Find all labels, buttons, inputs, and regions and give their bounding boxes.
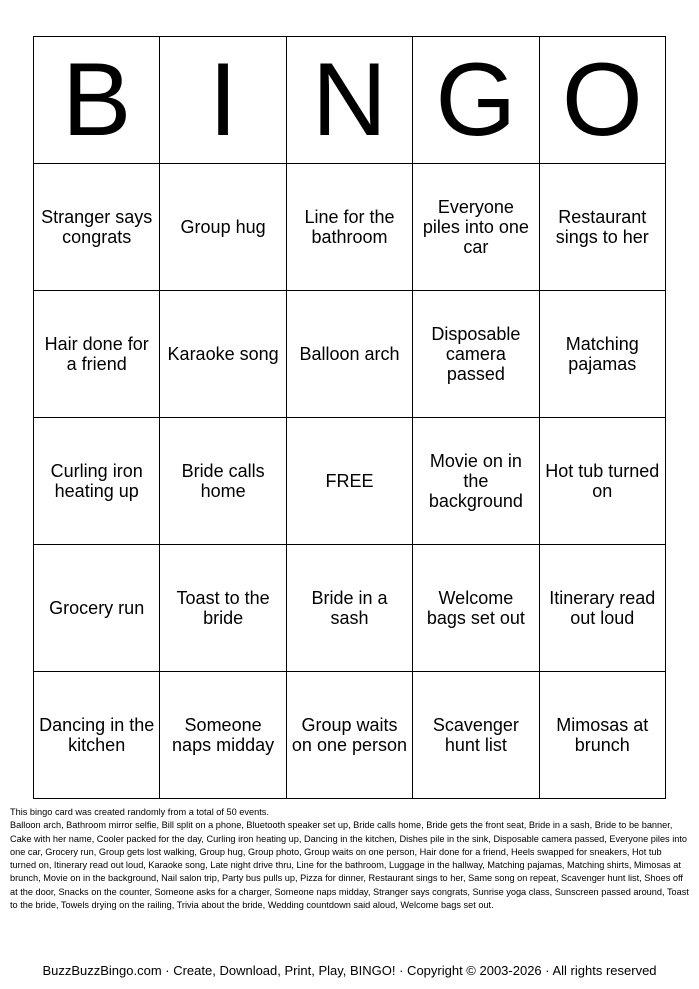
bingo-cell: Balloon arch [286, 291, 412, 418]
header-letter-g: G [413, 37, 539, 164]
bingo-cell: Curling iron heating up [34, 418, 160, 545]
header-letter-o: O [539, 37, 665, 164]
bingo-header-row [34, 37, 666, 164]
bingo-cell: Restaurant sings to her [539, 164, 665, 291]
bingo-cell: Group hug [160, 164, 286, 291]
bingo-row-2 [34, 291, 666, 418]
bingo-cell: Itinerary read out loud [539, 545, 665, 672]
bingo-row-3 [34, 418, 666, 545]
header-letter-i: I [160, 37, 286, 164]
free-space-cell: FREE [286, 418, 412, 545]
bingo-cell: Matching pajamas [539, 291, 665, 418]
bingo-cell: Grocery run [34, 545, 160, 672]
bingo-cell: Stranger says congrats [34, 164, 160, 291]
bingo-cell: Movie on in the background [413, 418, 539, 545]
bingo-cell: Mimosas at brunch [539, 672, 665, 799]
header-letter-n: N [286, 37, 412, 164]
bingo-cell: Line for the bathroom [286, 164, 412, 291]
event-count-text: This bingo card was created randomly from a total of 50 events. [10, 807, 269, 817]
bingo-cell: Someone naps midday [160, 672, 286, 799]
bingo-cell: Everyone piles into one car [413, 164, 539, 291]
bingo-cell: Dancing in the kitchen [34, 672, 160, 799]
bingo-cell: Welcome bags set out [413, 545, 539, 672]
copyright-footer: BuzzBuzzBingo.com · Create, Download, Print, Play, BINGO! · Copyright © 2003-2026 · All rights reserved [42, 963, 657, 978]
bingo-cell: Scavenger hunt list [413, 672, 539, 799]
bingo-cell: Hair done for a friend [34, 291, 160, 418]
bingo-row-5 [34, 672, 666, 799]
bingo-cell: Bride in a sash [286, 545, 412, 672]
event-list-note [10, 806, 690, 912]
bingo-cell: Karaoke song [160, 291, 286, 418]
bingo-cell: Group waits on one person [286, 672, 412, 799]
bingo-cell: Bride calls home [160, 418, 286, 545]
bingo-card [33, 36, 666, 799]
header-letter-b: B [34, 37, 160, 164]
bingo-cell: Toast to the bride [160, 545, 286, 672]
bingo-cell: Hot tub turned on [539, 418, 665, 545]
bingo-cell: Disposable camera passed [413, 291, 539, 418]
event-list-text: Balloon arch, Bathroom mirror selfie, Bill split on a phone, Bluetooth speaker set up, Bride calls home, Bride gets the front seat, Bride in a sash, Bride to be banner, Cake with her name, Cooler packed for the day, Curling iron heating up, Dancing in the kitchen, Dishes pile in the sink, Disposable camera passed, Everyone piles into one car, Grocery run, Group gets lost walking, Group hug, Group photo, Group waits on one person, Hair done for a friend, Heels swapped for sneakers, Hot tub turned on, Itinerary read out loud, Karaoke song, Late night drive thru, Line for the bathroom, Luggage in the hallway, Matching pajamas, Matching shirts, Mimosas at brunch, Movie on in the background, Nail salon trip, Party bus pulls up, Pizza for dinner, Restaurant sings to her, Same song on repeat, Scavenger hunt list, Shoes off at the door, Snacks on the counter, Someone asks for a charger, Someone naps midday, Stranger says congrats, Sunrise yoga class, Sunscreen passed around, Toast to the bride, Towels drying on the railing, Trivia about the bride, Wedding countdown said aloud, Welcome bags set out. [10, 820, 689, 911]
bingo-row-4 [34, 545, 666, 672]
bingo-row-1 [34, 164, 666, 291]
